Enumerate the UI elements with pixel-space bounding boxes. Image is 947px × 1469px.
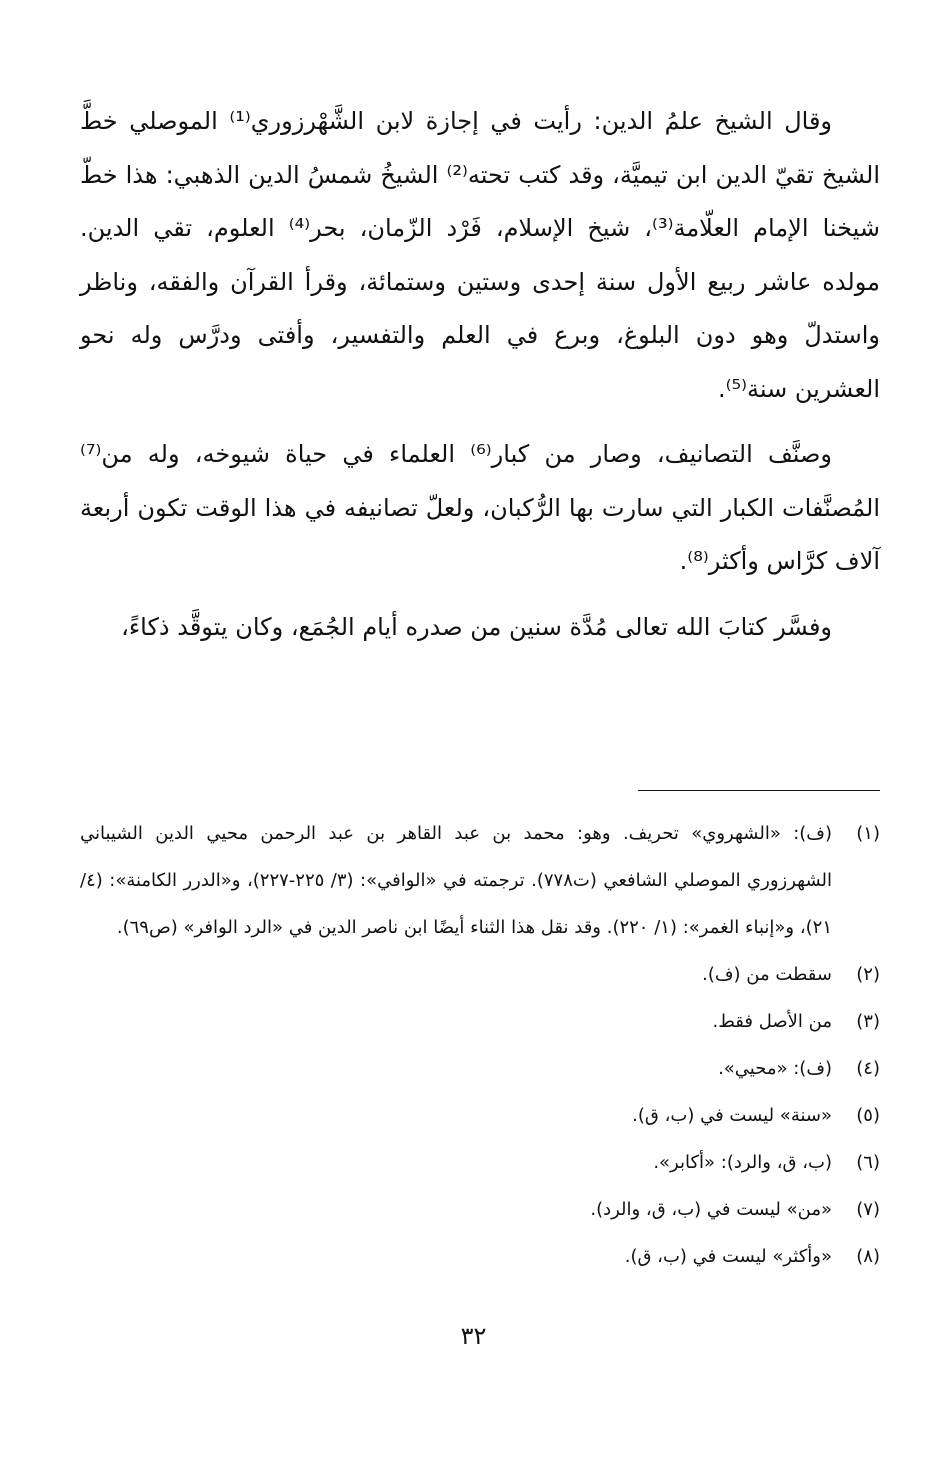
footnote-text: «سنة» ليست في (ب، ق). — [632, 1105, 832, 1126]
footnote-text: «وأكثر» ليست في (ب، ق). — [624, 1246, 832, 1267]
footnote-3 — [80, 998, 880, 1045]
footnote-number: (٨) — [856, 1246, 880, 1267]
footnote-6 — [80, 1139, 880, 1186]
footnote-number: (٥) — [856, 1105, 880, 1126]
footnote-text: (ب، ق، والرد): «أكابر». — [653, 1152, 832, 1173]
paragraph-3: وفسَّر كتابَ الله تعالى مُدَّة سنين من صدره أيام الجُمَع، وكان يتوقَّد ذكاءً، — [121, 612, 832, 641]
footnote-text: من الأصل فقط. — [712, 1011, 832, 1032]
footnote-text: «من» ليست في (ب، ق، والرد). — [590, 1199, 832, 1220]
footnote-divider — [638, 790, 880, 791]
footnote-text: (ف): «محيي». — [718, 1058, 832, 1079]
main-text — [80, 95, 880, 666]
page-number: ٣٢ — [460, 1322, 487, 1350]
footnote-1 — [80, 810, 880, 951]
footnote-number: (٣) — [856, 1011, 880, 1032]
footnote-number: (٧) — [856, 1199, 880, 1220]
footnote-5 — [80, 1092, 880, 1139]
footnote-number: (٤) — [856, 1058, 880, 1079]
footnotes — [80, 810, 880, 1280]
footnote-number: (١) — [856, 823, 880, 844]
footnote-8 — [80, 1233, 880, 1280]
footnote-7 — [80, 1186, 880, 1233]
footnote-text: سقطت من (ف). — [702, 964, 832, 985]
footnote-2 — [80, 951, 880, 998]
footnote-4 — [80, 1045, 880, 1092]
paragraph-2: وصنَّف التصانيف، وصار من كبار⁽⁶⁾ العلماء في حياة شيوخه، وله من⁽⁷⁾ المُصنَّفات الكبار التي سارت بها الرُّكبان، ولعلّ تصانيفه في هذا الوقت تكون أربعة آلاف كرَّاس وأكثر⁽⁸⁾. — [80, 440, 880, 575]
paragraph-1: وقال الشيخ علمُ الدين: رأيت في إجازة لابن الشَّهْرزوري⁽¹⁾ الموصلي خطَّ الشيخ تقيّ الدين ابن تيميَّة، وقد كتب تحته⁽²⁾ الشيخُ شمسُ الدين الذهبي: هذا خطّ شيخنا الإمام العلّامة⁽³⁾، شيخ الإسلام، فَرْد الزّمان، بحر⁽⁴⁾ العلوم، تقي الدين. مولده عاشر ربيع الأول سنة إحدى وستين وستمائة، وقرأ القرآن والفقه، وناظر واستدلّ وهو دون البلوغ، وبرع في العلم والتفسير، وأفتى ودرَّس وله نحو العشرين سنة⁽⁵⁾. — [80, 107, 881, 403]
footnote-number: (٢) — [856, 964, 880, 985]
footnote-text: (ف): «الشهروي» تحريف. وهو: محمد بن عبد القاهر بن عبد الرحمن محيي الدين الشيباني الشهرزوري الموصلي الشافعي (ت٧٧٨). ترجمته في «الوافي»: (٣/ ٢٢٥-٢٢٧)، و«الدرر الكامنة»: (٤/ ٢١)، و«إنباء الغمر»: (١/ ٢٢٠). وقد نقل هذا الثناء أيضًا ابن ناصر الدين في «الرد الوافر» (ص٦٩). — [80, 823, 832, 938]
footnote-number: (٦) — [856, 1152, 880, 1173]
